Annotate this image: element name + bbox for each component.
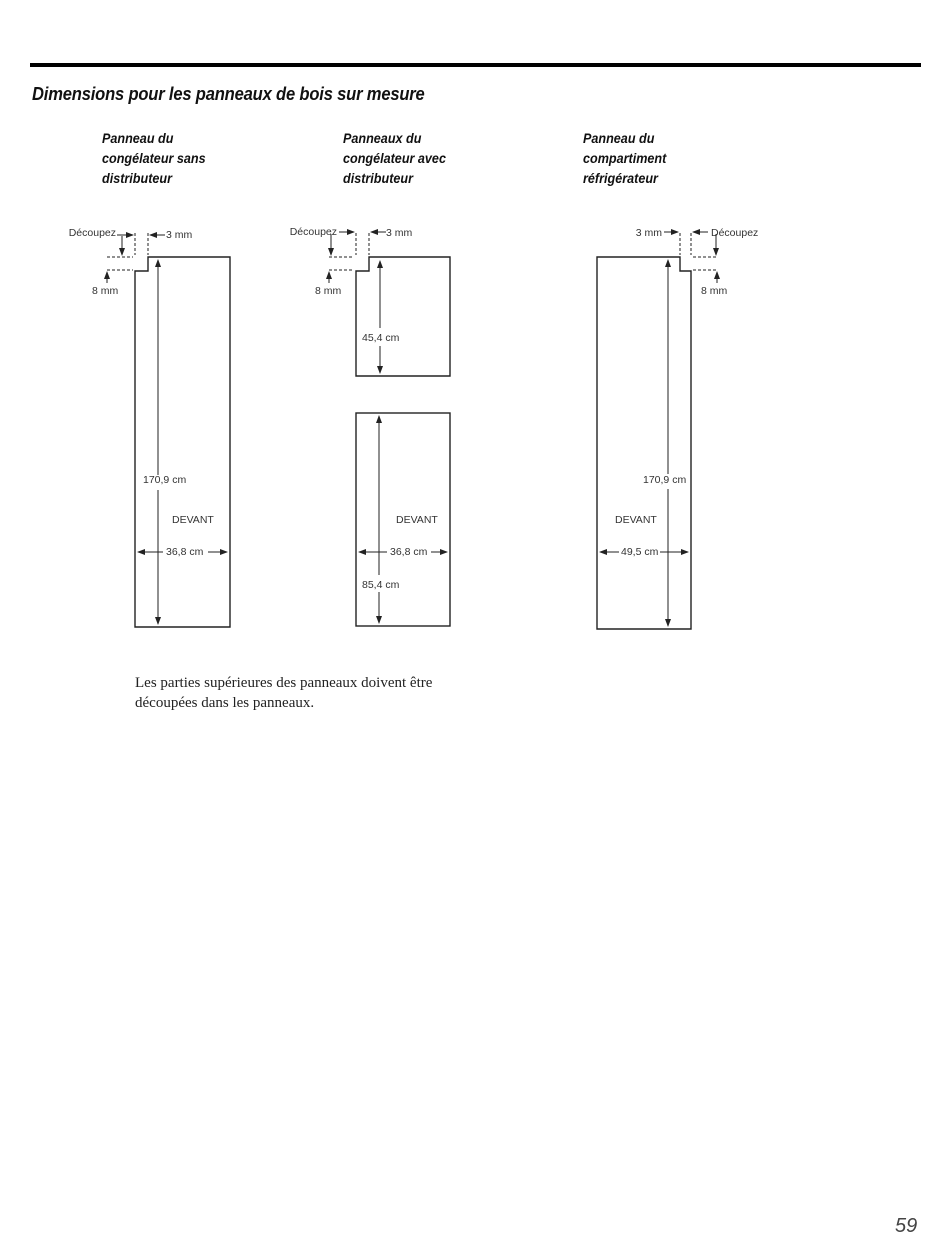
height-label: 170,9 cm (643, 474, 687, 486)
cut-label: Découpez (68, 227, 116, 239)
panel-freezer-with-dispenser (290, 226, 450, 626)
heading-line: congélateur avec (343, 150, 446, 166)
panel-outline (597, 257, 691, 629)
heading-line: Panneau du (583, 130, 655, 146)
page-number: 59 (895, 1215, 918, 1237)
front-label: DEVANT (615, 514, 657, 526)
cut-width-label: 3 mm (386, 227, 413, 239)
cut-label: Découpez (711, 227, 759, 239)
cut-depth-label: 8 mm (315, 285, 342, 297)
panel-fridge-compartment (597, 227, 758, 629)
panel-freezer-no-dispenser (69, 227, 230, 627)
front-label: DEVANT (396, 514, 438, 526)
heading-line: congélateur sans (102, 150, 206, 166)
panel-outline (135, 257, 230, 627)
note-line: Les parties supérieures des panneaux doivent être (135, 675, 433, 691)
upper-panel-outline (356, 257, 450, 376)
heading-line: distributeur (102, 170, 173, 186)
heading-line: Panneau du (102, 130, 174, 146)
cut-depth-label: 8 mm (92, 285, 119, 297)
heading-line: compartiment (583, 150, 667, 166)
heading-line: réfrigérateur (583, 170, 658, 186)
cut-depth-label: 8 mm (701, 285, 728, 297)
cut-width-label: 3 mm (166, 229, 193, 241)
note-line: découpées dans les panneaux. (135, 695, 315, 711)
cut-width-label: 3 mm (635, 227, 662, 239)
heading-line: distributeur (343, 170, 414, 186)
width-label: 49,5 cm (621, 546, 659, 558)
upper-height-label: 45,4 cm (362, 332, 400, 344)
front-label: DEVANT (172, 514, 214, 526)
width-label: 36,8 cm (166, 546, 204, 558)
lower-height-label: 85,4 cm (362, 579, 400, 591)
height-label: 170,9 cm (143, 474, 187, 486)
width-label: 36,8 cm (390, 546, 428, 558)
page-title: Dimensions pour les panneaux de bois sur mesure (32, 84, 425, 104)
cut-label: Découpez (289, 226, 337, 238)
heading-line: Panneaux du (343, 130, 422, 146)
panel-cut-note (135, 673, 535, 713)
